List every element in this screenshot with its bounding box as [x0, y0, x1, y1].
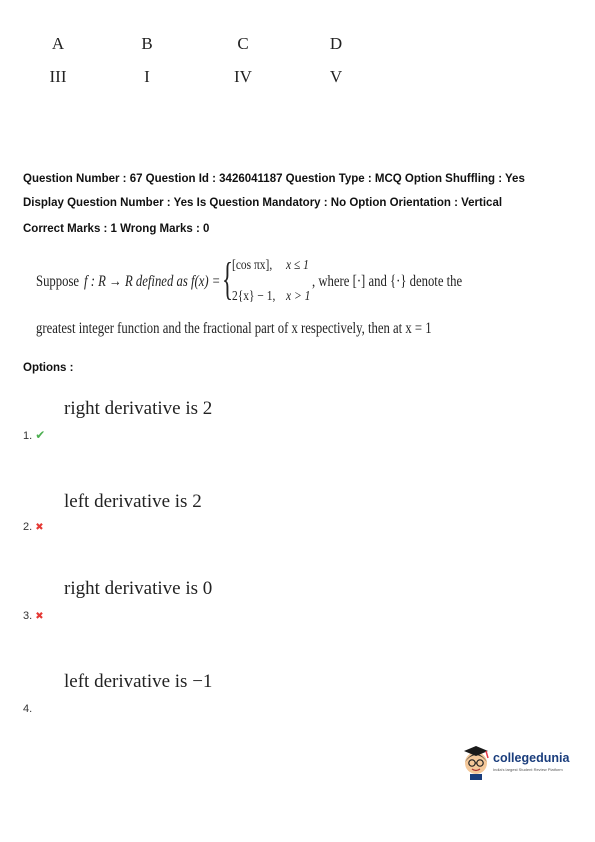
option-1-label: 1.	[23, 430, 33, 442]
match-header-c: C	[237, 34, 249, 53]
match-value-d: V	[329, 67, 343, 86]
logo-tagline: India's largest Student Review Platform	[493, 767, 563, 772]
option-1-number	[23, 428, 45, 442]
option-1-text: right derivative is 2	[64, 398, 213, 419]
match-value-b: I	[144, 67, 150, 86]
case2-expr: 2{x} − 1,	[232, 289, 276, 304]
option-3-text: right derivative is 0	[64, 578, 213, 599]
option-3-number	[23, 610, 44, 622]
cross-icon: ✖	[35, 522, 44, 533]
match-header-a: A	[51, 34, 65, 53]
option-4-text: left derivative is −1	[64, 671, 213, 692]
checkmark-icon: ✔	[35, 428, 46, 442]
option-2-text: left derivative is 2	[64, 491, 202, 512]
question-mapping: f : R → R defined as f(x) =	[84, 273, 221, 290]
match-value-a: III	[49, 67, 67, 86]
option-2-label: 2.	[23, 521, 33, 533]
option-2-number	[23, 521, 44, 533]
question-meta-line1: Question Number : 67 Question Id : 3426041187 Question Type : MCQ Option Shuffling : Yes	[23, 173, 525, 185]
option-4-number	[23, 703, 32, 715]
case2-cond: x > 1	[286, 289, 311, 304]
option-3-label: 3.	[23, 610, 33, 622]
piecewise-brace-icon: {	[222, 253, 234, 304]
match-header-b: B	[141, 34, 153, 53]
question-where-text: , where [·] and {·} denote the	[312, 273, 463, 290]
question-meta-line2: Display Question Number : Yes Is Question Mandatory : No Option Orientation : Vertical	[23, 197, 503, 209]
match-value-c: IV	[234, 67, 252, 86]
question-meta-line3: Correct Marks : 1 Wrong Marks : 0	[23, 223, 210, 235]
logo-wordmark: collegedunia	[493, 751, 570, 765]
options-label: Options :	[23, 362, 74, 374]
cross-icon: ✖	[35, 611, 44, 622]
case1-expr: [cos πx],	[232, 258, 273, 273]
collegedunia-logo	[462, 742, 582, 782]
question-line2: greatest integer function and the fractional part of x respectively, then at x = 1	[36, 320, 432, 337]
case1-cond: x ≤ 1	[286, 258, 309, 273]
question-intro: Suppose	[36, 273, 80, 290]
match-header-d: D	[329, 34, 343, 53]
option-4-label: 4.	[23, 703, 33, 715]
